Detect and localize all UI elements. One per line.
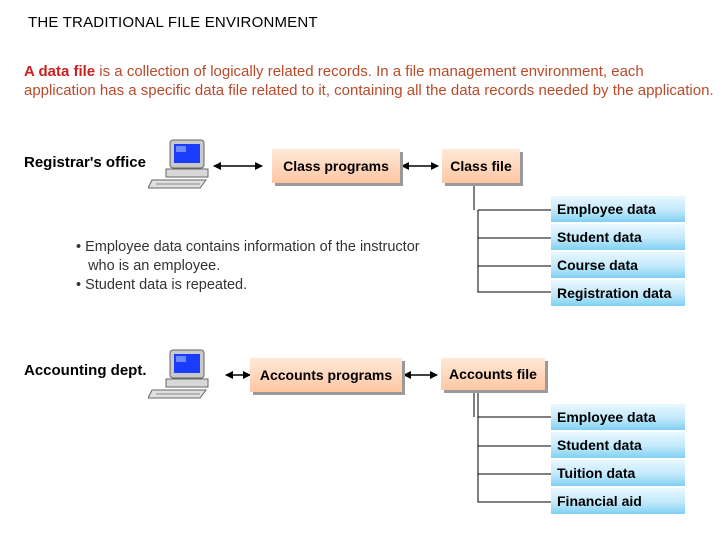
accounts-file-field: Tuition data: [551, 460, 685, 486]
accounts-file-tree: [474, 390, 551, 502]
note-item: who is an employee.: [76, 258, 221, 274]
accounting-dept-label: Accounting dept.: [24, 362, 147, 379]
class-file-field: Student data: [551, 224, 685, 250]
accounts-file-field: Student data: [551, 432, 685, 458]
intro-term: A data file: [24, 63, 96, 80]
class-file-box: Class file: [442, 149, 520, 183]
class-file-field: Course data: [551, 252, 685, 278]
note-item: • Employee data contains information of the instructor: [76, 239, 420, 255]
registrar-office-label: Registrar's office: [24, 154, 146, 171]
page-title: THE TRADITIONAL FILE ENVIRONMENT: [28, 14, 318, 31]
intro-text: is a collection of logically related records. In a file management environment, each application has a specific data file related to it, containing all the data records needed by the application.: [24, 63, 714, 99]
note-item: • Student data is repeated.: [76, 277, 248, 293]
class-file-tree: [474, 186, 551, 292]
accounts-file-box: Accounts file: [441, 358, 545, 390]
class-programs-box: Class programs: [272, 149, 400, 183]
computer-icon: [148, 138, 214, 190]
notes-list: [76, 238, 420, 295]
accounts-file-field: Employee data: [551, 404, 685, 430]
accounts-programs-box: Accounts programs: [250, 358, 402, 392]
class-file-field: Registration data: [551, 280, 685, 306]
accounts-file-field: Financial aid: [551, 488, 685, 514]
class-file-field: Employee data: [551, 196, 685, 222]
computer-icon: [148, 348, 214, 400]
